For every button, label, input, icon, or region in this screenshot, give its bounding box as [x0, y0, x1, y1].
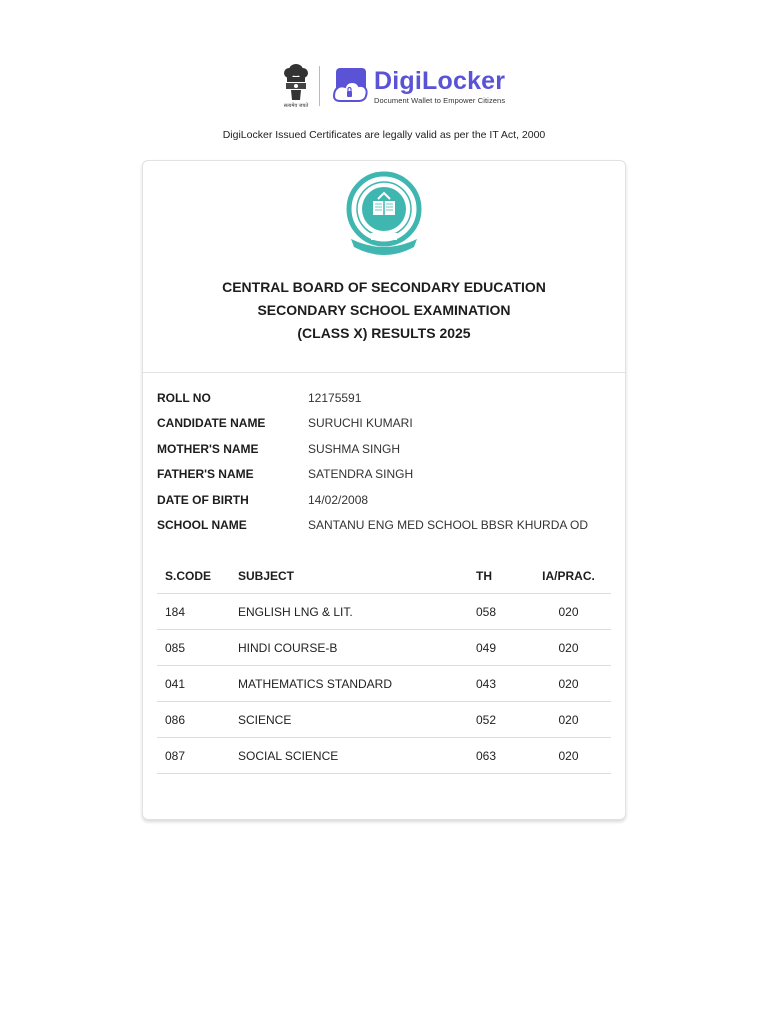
digilocker-logo-icon	[332, 66, 370, 106]
table-row	[157, 702, 611, 738]
detail-label: FATHER'S NAME	[157, 467, 254, 482]
emblem-caption: सत्यमेव जयते	[283, 103, 309, 109]
table-row	[157, 666, 611, 702]
cell-th: 052	[476, 702, 526, 738]
cell-ia-prac: 020	[526, 630, 611, 666]
detail-label: ROLL NO	[157, 391, 211, 405]
certificate-title	[143, 276, 625, 345]
detail-value: SANTANU ENG MED SCHOOL BBSR KHURDA OD	[308, 517, 589, 532]
detail-value: SURUCHI KUMARI	[308, 416, 413, 431]
cell-th: 063	[476, 738, 526, 774]
cell-subject: SCIENCE	[238, 702, 476, 738]
brand-tagline: Document Wallet to Empower Citizens	[374, 96, 506, 105]
detail-label: DATE OF BIRTH	[157, 492, 249, 507]
detail-value: 12175591	[308, 391, 362, 405]
logo-divider	[319, 66, 320, 106]
detail-label: CANDIDATE NAME	[157, 416, 266, 431]
cbse-seal-icon	[346, 171, 422, 263]
legal-note: DigiLocker Issued Certificates are legally valid as per the IT Act, 2000	[222, 129, 546, 141]
detail-row-school-name	[157, 518, 617, 543]
cell-scode: 041	[157, 666, 238, 702]
detail-row-mothers-name	[157, 442, 617, 467]
detail-value: SATENDRA SINGH	[308, 467, 414, 482]
cell-ia-prac: 020	[526, 702, 611, 738]
candidate-details	[157, 391, 617, 543]
cell-ia-prac: 020	[526, 738, 611, 774]
detail-value: 14/02/2008	[308, 492, 369, 507]
cell-th: 049	[476, 630, 526, 666]
detail-row-fathers-name	[157, 467, 617, 492]
result-card	[142, 160, 626, 820]
detail-row-roll-no	[157, 391, 617, 416]
detail-row-date-of-birth	[157, 493, 617, 518]
brand-text	[374, 67, 505, 105]
column-header-ia-prac: IA/PRAC.	[526, 559, 611, 594]
cell-ia-prac: 020	[526, 666, 611, 702]
section-divider	[143, 372, 625, 373]
column-header-scode: S.CODE	[157, 559, 238, 594]
detail-row-candidate-name	[157, 416, 617, 441]
national-emblem-icon	[279, 62, 313, 110]
column-header-th: TH	[476, 559, 526, 594]
title-line-2: SECONDARY SCHOOL EXAMINATION	[257, 302, 511, 318]
cell-th: 058	[476, 594, 526, 630]
detail-label: MOTHER'S NAME	[157, 441, 259, 456]
table-row	[157, 630, 611, 666]
title-line-1: CENTRAL BOARD OF SECONDARY EDUCATION	[222, 279, 546, 295]
cell-subject: MATHEMATICS STANDARD	[238, 666, 476, 702]
cell-scode: 085	[157, 630, 238, 666]
table-header-row	[157, 559, 611, 594]
column-header-subject: SUBJECT	[238, 559, 476, 594]
detail-value: SUSHMA SINGH	[308, 441, 401, 456]
marks-table	[157, 559, 611, 774]
cell-scode: 087	[157, 738, 238, 774]
header-logos	[279, 62, 505, 110]
cell-scode: 184	[157, 594, 238, 630]
cell-subject: HINDI COURSE-B	[238, 630, 476, 666]
table-row	[157, 594, 611, 630]
cell-th: 043	[476, 666, 526, 702]
table-row	[157, 738, 611, 774]
title-line-3: (CLASS X) RESULTS 2025	[297, 325, 471, 341]
brand-name: DigiLocker	[374, 67, 506, 95]
cell-subject: SOCIAL SCIENCE	[238, 738, 476, 774]
cell-ia-prac: 020	[526, 594, 611, 630]
cell-subject: ENGLISH LNG & LIT.	[238, 594, 476, 630]
detail-label: SCHOOL NAME	[157, 517, 247, 532]
cell-scode: 086	[157, 702, 238, 738]
